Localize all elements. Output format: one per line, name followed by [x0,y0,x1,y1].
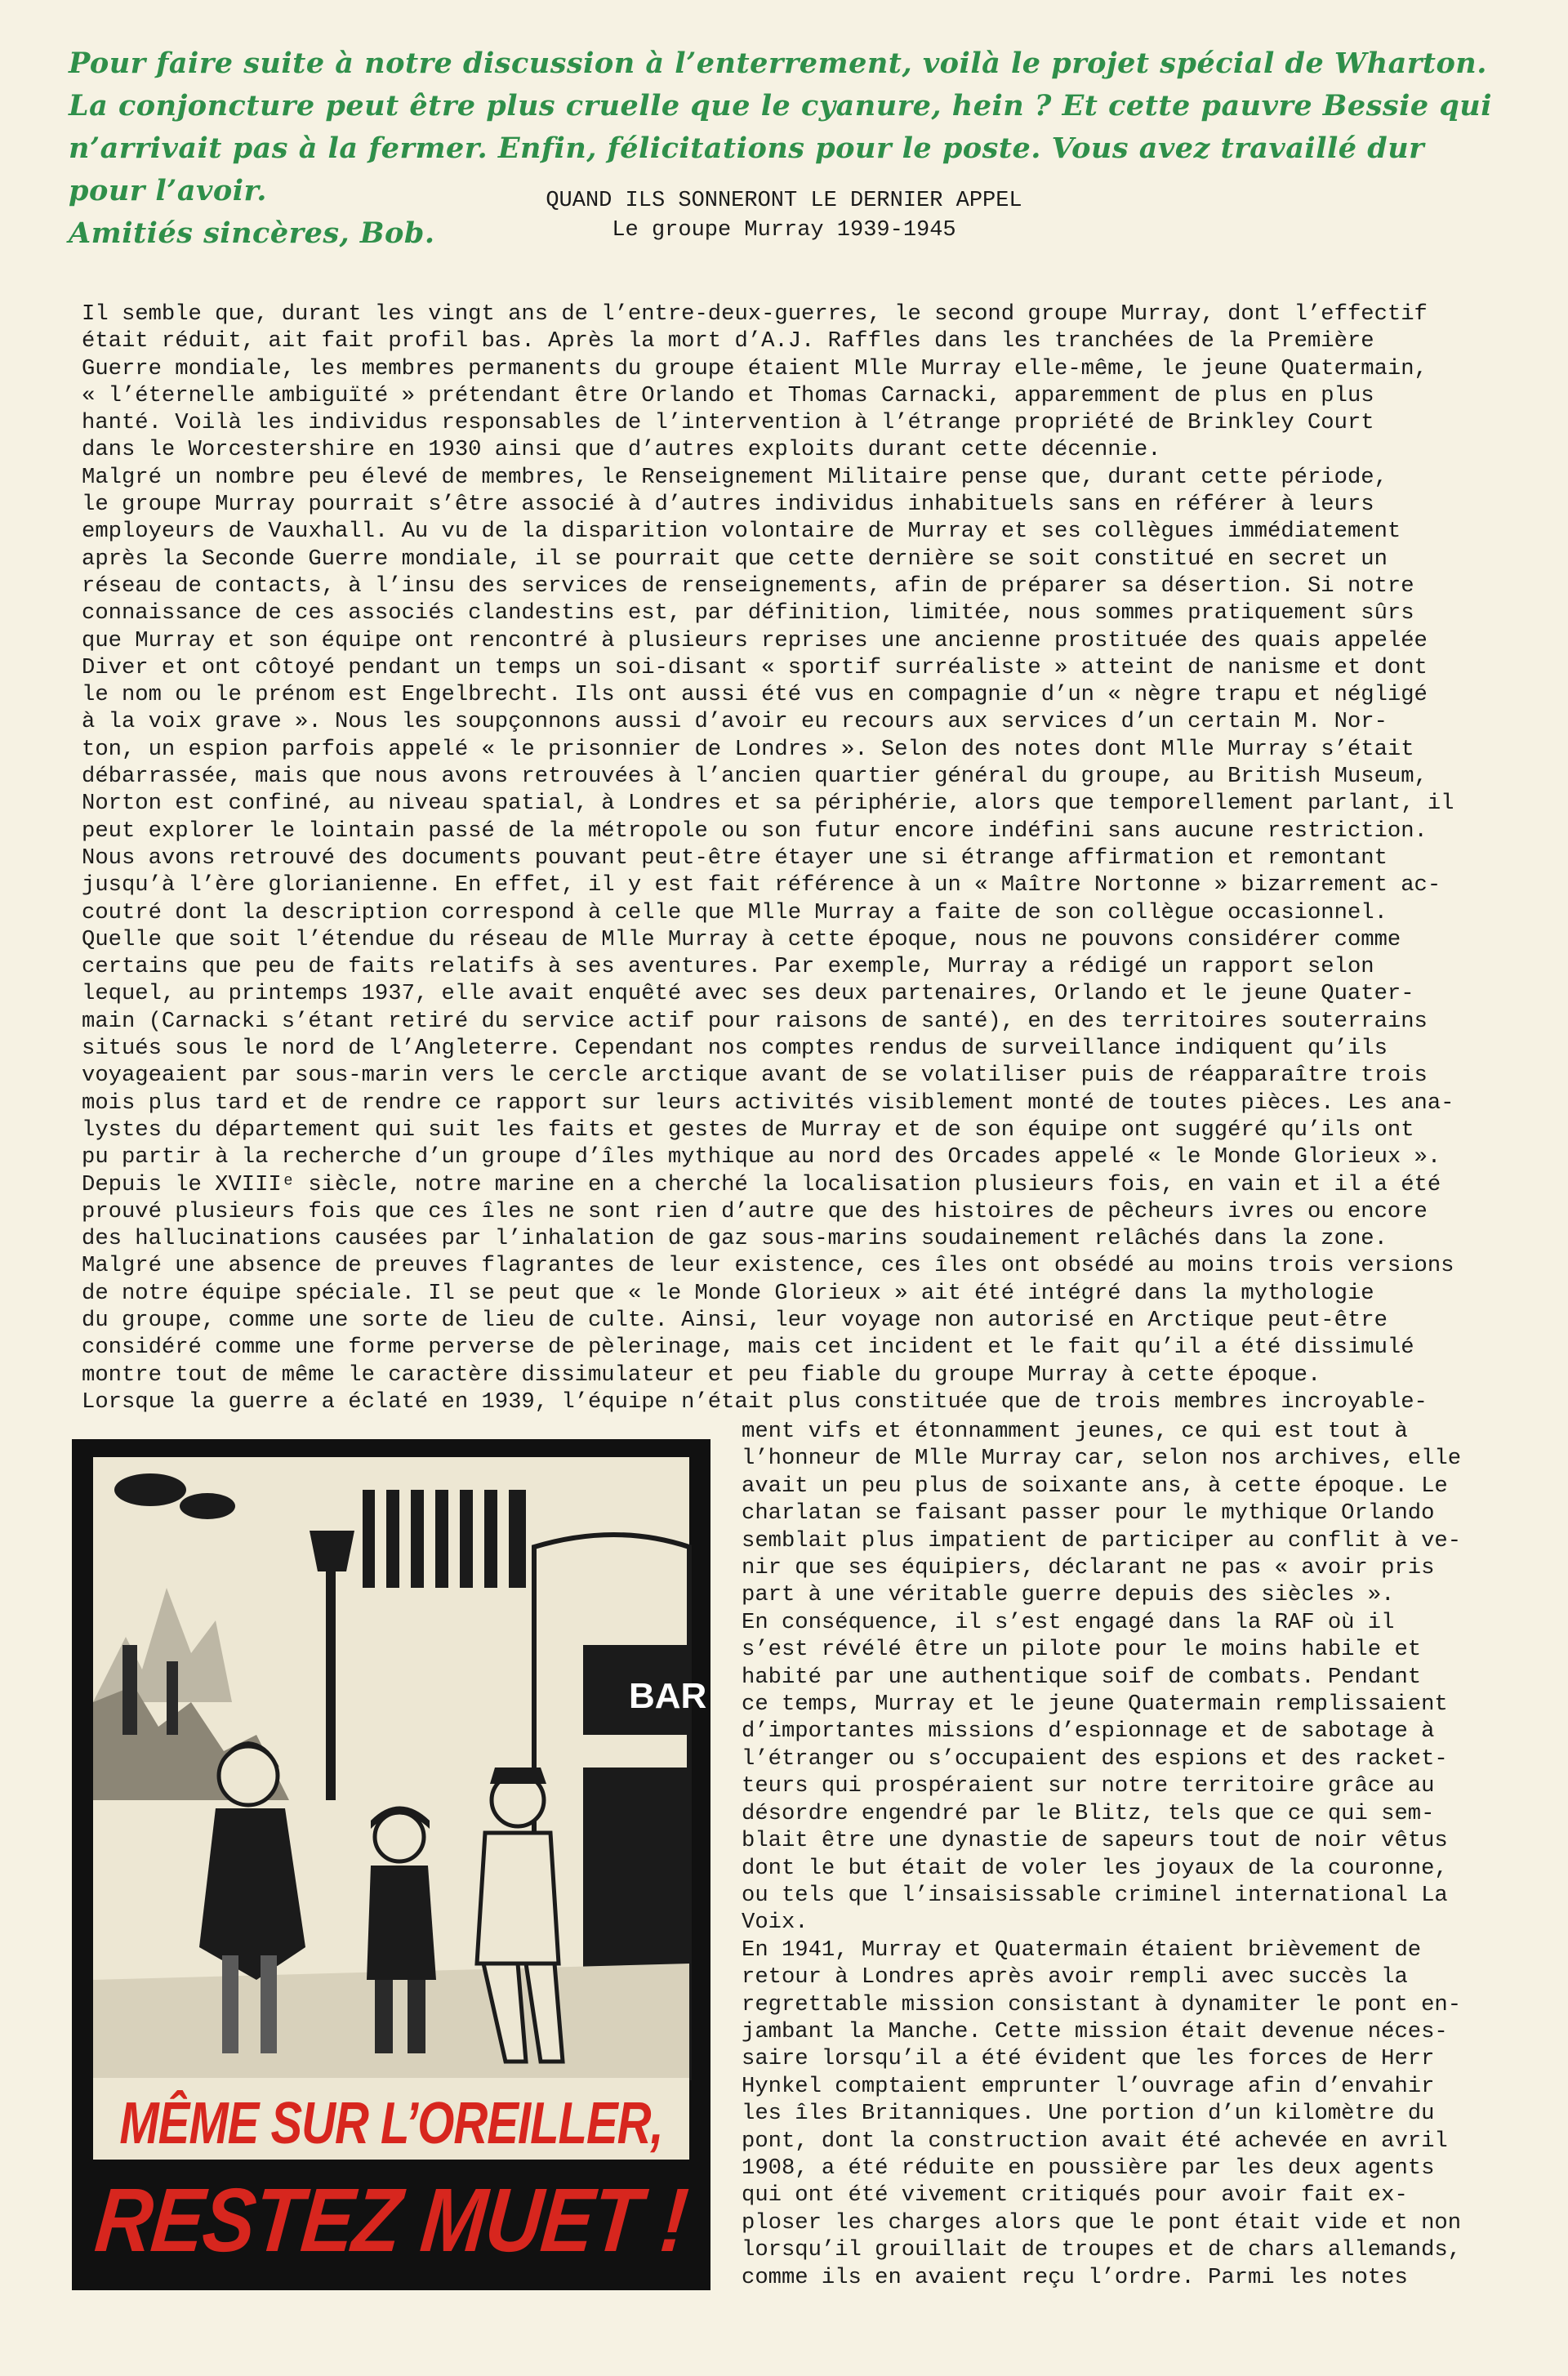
text-line: ton, un espion parfois appelé « le prisonnier de Londres ». Selon des notes dont Mlle Murray s’était [82,736,1414,762]
text-line: peut explorer le lointain passé de la métropole ou son futur encore indéfini sans aucune restriction. [82,818,1428,844]
text-line: après la Seconde Guerre mondiale, il se pourrait que cette dernière se soit constitué en secret un [82,546,1388,572]
text-line: s’est révélé être un pilote pour le moins habile et [742,1637,1422,1663]
text-line: employeurs de Vauxhall. Au vu de la disparition volontaire de Murray et ses collègues immédiatement [82,519,1401,545]
text-line: habité par une authentique soif de combats. Pendant [742,1664,1422,1690]
document-subtitle: Le groupe Murray 1939-1945 [612,218,956,243]
text-line: réseau de contacts, à l’insu des services de renseignements, afin de préparer sa désertion. Si notre [82,573,1414,599]
text-line: « l’éternelle ambiguïté » prétendant être Orlando et Thomas Carnacki, apparemment de plus en plus [82,382,1374,408]
bar-sign: BAR [629,1676,707,1716]
text-line: blait être une dynastie de sapeurs tout de noir vêtus [742,1828,1448,1854]
text-line: ment vifs et étonnamment jeunes, ce qui est tout à [742,1419,1408,1444]
text-line: désordre engendré par le Blitz, tels que ce qui sem- [742,1800,1435,1826]
note-line: n’arrivait pas à la fermer. Enfin, félicitations pour le poste. Vous avez travaillé dur [69,132,1425,165]
text-line: le groupe Murray pourrait s’être associé à d’autres individus inhabituels sans en référer à leurs [82,492,1374,518]
text-line: Voix. [742,1910,808,1936]
document-title: QUAND ILS SONNERONT LE DERNIER APPEL [546,189,1022,213]
text-line: Lorsque la guerre a éclaté en 1939, l’équipe n’était plus constituée que de trois membres incroyable- [82,1389,1428,1415]
note-line: La conjoncture peut être plus cruelle que le cyanure, hein ? Et cette pauvre Bessie qui [69,89,1493,123]
body-text [82,301,1486,1415]
text-line: charlatan se faisant passer pour le mythique Orlando [742,1500,1435,1527]
text-line: lorsqu’il grouillait de troupes et de chars allemands, [742,2237,1462,2263]
text-line: ce temps, Murray et le jeune Quatermain remplissaient [742,1692,1448,1718]
text-line: Malgré une absence de preuves flagrantes de leur existence, ces îles ont obsédé au moins trois versions [82,1253,1454,1279]
note-line: pour l’avoir. [69,174,267,207]
right-column-text [742,1418,1493,2291]
text-line: débarrassée, mais que nous avons retrouvées à l’ancien quartier général du groupe, au British Museum, [82,764,1428,790]
text-line: montre tout de même le caractère dissimulateur et peu fiable du groupe Murray à cette époque. [82,1362,1321,1388]
poster-illustration [91,1457,707,2271]
text-line: retour à Londres après avoir rempli avec succès la [742,1964,1408,1990]
text-line: ploser les charges alors que le pont était vide et non [742,2209,1462,2236]
text-line: regrettable mission consistant à dynamiter le pont en- [742,1991,1462,2017]
text-line: Il semble que, durant les vingt ans de l’entre-deux-guerres, le second groupe Murray, dont l’effectif [82,301,1428,327]
text-line: Guerre mondiale, les membres permanents du groupe étaient Mlle Murray elle-même, le jeune Quatermain, [82,355,1428,381]
document-heading [514,186,1054,245]
poster-slogan-line1: MÊME SUR L’OREILLER, [119,2089,663,2157]
text-line: situés sous le nord de l’Angleterre. Cependant nos comptes rendus de surveillance indiquent qu’ils [82,1036,1388,1062]
poster-slogan-line2: RESTEZ MUET ! [91,2169,692,2271]
text-line: hanté. Voilà les individus responsables de l’intervention à l’étrange propriété de Brinkley Court [82,410,1374,436]
text-line: Hynkel comptaient emprunter l’ouvrage afin d’envahir [742,2073,1435,2099]
text-line: jusqu’à l’ère glorianienne. En effet, il y est fait référence à un « Maître Nortonne » bizarrement ac- [82,872,1441,898]
text-line: En conséquence, il s’est engagé dans la RAF où il [742,1609,1395,1635]
text-line: connaissance de ces associés clandestins est, par définition, limitée, nous sommes pratiquement sûrs [82,600,1414,626]
text-line: dont le but était de voler les joyaux de la couronne, [742,1855,1448,1881]
note-line: Pour faire suite à notre discussion à l’enterrement, voilà le projet spécial de Wharton. [69,47,1487,80]
text-line: Nous avons retrouvé des documents pouvant peut-être étayer une si étrange affirmation et remontant [82,845,1388,871]
text-line: semblait plus impatient de participer au conflit à ve- [742,1527,1462,1554]
text-line: lystes du département qui suit les faits et gestes de Murray et de son équipe ont suggéré qu’ils ont [82,1117,1414,1143]
text-line: le nom ou le prénom est Engelbrecht. Ils ont aussi été vus en compagnie d’un « nègre trapu et négligé [82,682,1428,708]
text-line: voyageaient par sous-marin vers le cercle arctique avant de se volatiliser puis de réapparaître trois [82,1063,1428,1089]
text-line: des hallucinations causées par l’inhalation de gaz sous-marins soudainement relâchés dans la zone. [82,1226,1388,1252]
note-signature: Amitiés sincères, Bob. [69,216,435,250]
text-line: pont, dont la construction avait été achevée en avril [742,2128,1448,2154]
text-line: nir que ses équipiers, déclarant ne pas « avoir pris [742,1555,1435,1581]
text-line: mois plus tard et de rendre ce rapport sur leurs activités visiblement monté de toutes pièces. Les ana- [82,1090,1454,1116]
text-line: les îles Britanniques. Une portion d’un kilomètre du [742,2101,1435,2127]
propaganda-poster [72,1439,710,2290]
text-line: était réduit, ait fait profil bas. Après la mort d’A.J. Raffles dans les tranchées de la Première [82,328,1374,354]
text-line: lequel, au printemps 1937, elle avait enquêté avec ses deux partenaires, Orlando et le jeune Quater- [82,981,1414,1007]
text-line: saire lorsqu’il a été évident que les forces de Herr [742,2046,1435,2072]
text-line: comme ils en avaient reçu l’ordre. Parmi les notes [742,2264,1408,2290]
text-line: avait un peu plus de soixante ans, à cette époque. Le [742,1473,1448,1499]
text-line: de notre équipe spéciale. Il se peut que « le Monde Glorieux » ait été intégré dans la mythologie [82,1280,1374,1306]
text-line: dans le Worcestershire en 1930 ainsi que d’autres exploits durant cette décennie. [82,437,1161,463]
text-line: Quelle que soit l’étendue du réseau de Mlle Murray à cette époque, nous ne pouvons considérer comme [82,926,1401,952]
text-line: part à une véritable guerre depuis des siècles ». [742,1582,1395,1608]
text-line: l’étranger ou s’occupaient des espions et des racket- [742,1745,1448,1772]
text-line: Diver et ont côtoyé pendant un temps un soi-disant « sportif surréaliste » atteint de nanisme et dont [82,654,1428,680]
text-line: du groupe, comme une sorte de lieu de culte. Ainsi, leur voyage non autorisé en Arctique peut-être [82,1307,1388,1333]
text-line: qui ont été vivement critiqués pour avoir fait ex- [742,2182,1408,2209]
text-line: ou tels que l’insaisissable criminel international La [742,1882,1448,1908]
text-line: coutré dont la description correspond à celle que Mlle Murray a faite de son collègue occasionnel. [82,899,1388,925]
text-line: Norton est confiné, au niveau spatial, à Londres et sa périphérie, alors que temporellement parlant, il [82,791,1454,817]
text-line: Malgré un nombre peu élevé de membres, le Renseignement Militaire pense que, durant cette période, [82,464,1388,490]
text-line: l’honneur de Mlle Murray car, selon nos archives, elle [742,1446,1462,1472]
text-line: prouvé plusieurs fois que ces îles ne sont rien d’autre que des histoires de pêcheurs ivres ou encore [82,1198,1428,1224]
text-line: En 1941, Murray et Quatermain étaient brièvement de [742,1937,1422,1963]
text-line: certains que peu de faits relatifs à ses aventures. Par exemple, Murray a rédigé un rapport selon [82,954,1374,980]
text-line: Depuis le XVIIIᵉ siècle, notre marine en a cherché la localisation plusieurs fois, en vain et il a été [82,1171,1441,1197]
text-line: teurs qui prospéraient sur notre territoire grâce au [742,1773,1435,1799]
text-line: pu partir à la recherche d’un groupe d’îles mythique au nord des Orcades appelé « le Monde Glorieux ». [82,1144,1441,1170]
text-line: que Murray et son équipe ont rencontré à plusieurs reprises une ancienne prostituée des quais appelée [82,627,1428,653]
text-line: considéré comme une forme perverse de pèlerinage, mais cet incident et le fait qu’il a été dissimulé [82,1335,1414,1361]
text-line: main (Carnacki s’étant retiré du service actif pour raisons de santé), en des territoires souterrains [82,1008,1428,1034]
text-line: à la voix grave ». Nous les soupçonnons aussi d’avoir eu recours aux services d’un certain M. Nor- [82,709,1388,735]
text-line: d’importantes missions d’espionnage et de sabotage à [742,1718,1435,1745]
text-line: jambant la Manche. Cette mission était devenue néces- [742,2018,1448,2044]
text-line: 1908, a été réduite en poussière par les deux agents [742,2155,1435,2181]
